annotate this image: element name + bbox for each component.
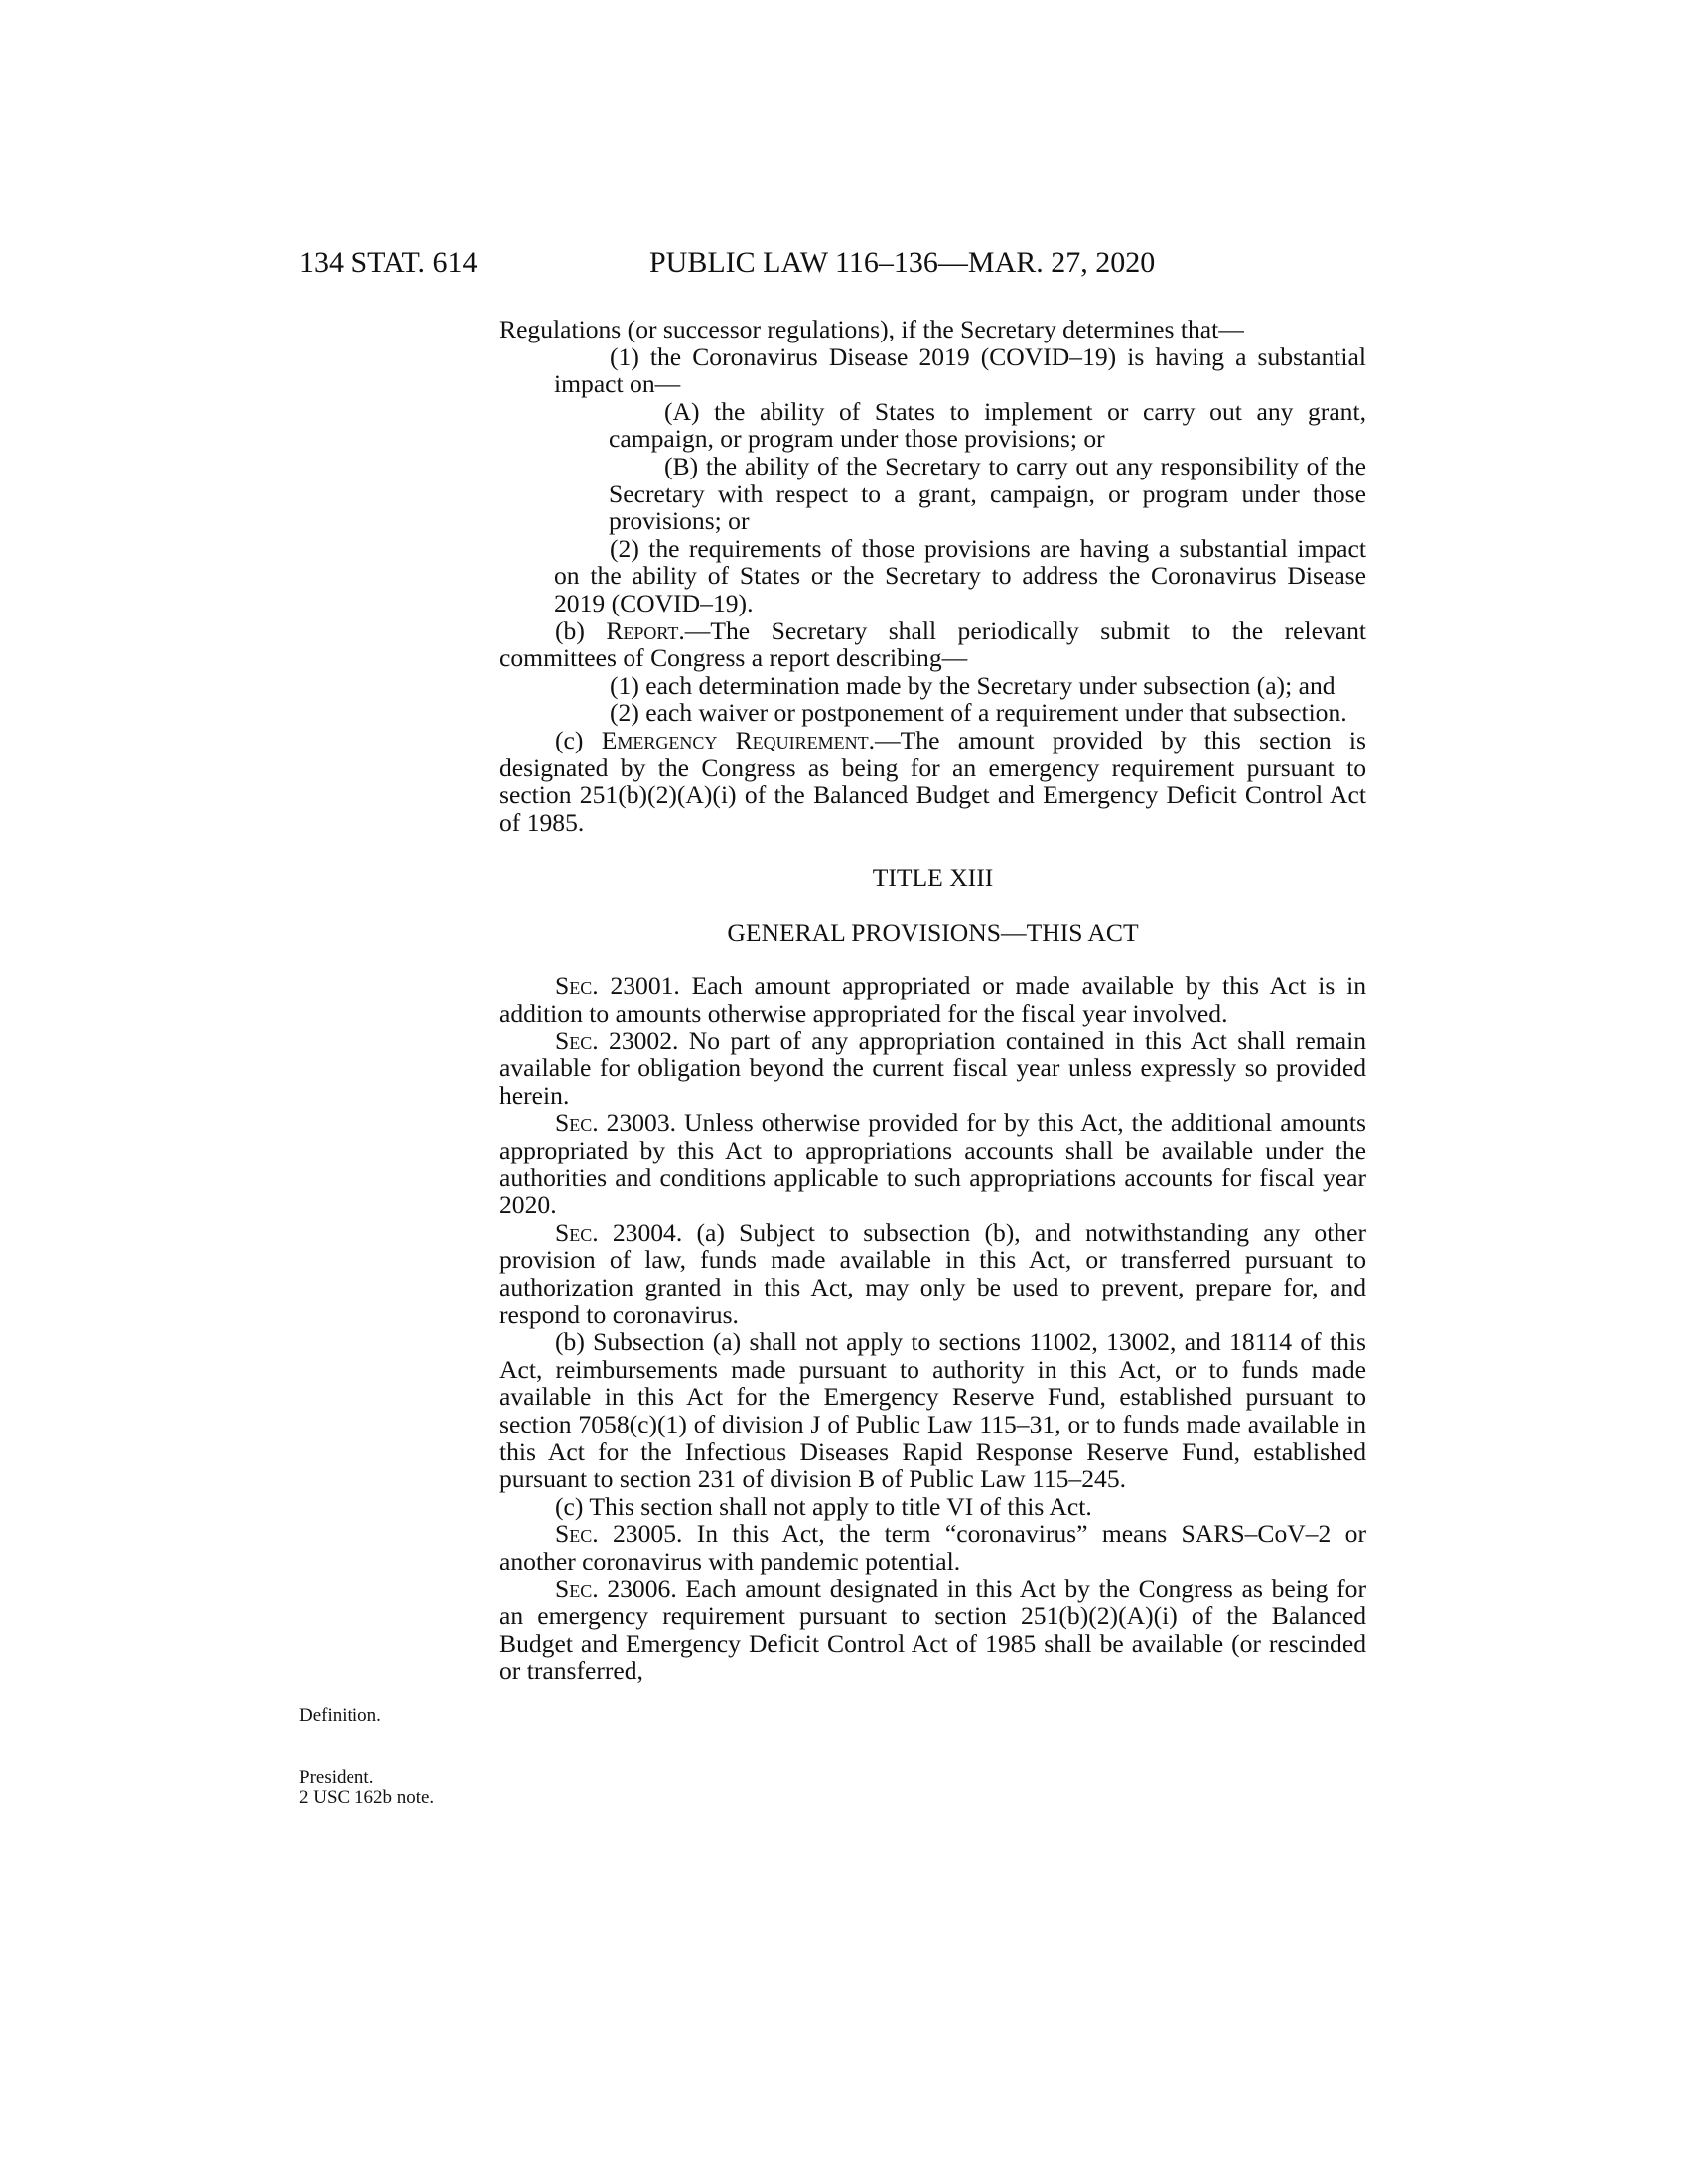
stat-reference: 134 STAT. 614 xyxy=(299,246,478,279)
subsection-report xyxy=(499,617,1366,672)
subsection-heading-report: Report xyxy=(606,615,679,645)
section-23005 xyxy=(499,1520,1366,1574)
subsection-text: .—The Secretary shall periodically submit to the relevant committees of Congress a report describing— xyxy=(499,615,1367,673)
title-heading: TITLE XIII xyxy=(872,863,994,892)
section-23006 xyxy=(499,1575,1366,1685)
section-text: . 23005. In this Act, the term “coronavirus” means SARS–CoV–2 or another coronavirus with pandemic potential. xyxy=(499,1519,1366,1575)
section-label: Sec xyxy=(555,971,593,1001)
title-subheading: GENERAL PROVISIONS—THIS ACT xyxy=(727,917,1139,947)
subsection-label: (b) xyxy=(555,615,607,645)
paragraph-item-a: (A) the ability of States to implement or carry out any grant, campaign, or program under those provisions; or xyxy=(609,396,1366,454)
section-text: . 23002. No part of any appropriation contained in this Act shall remain available for obligation beyond the current fiscal year unless expressly so provided herein. xyxy=(499,1025,1366,1110)
section-label: Sec xyxy=(555,1108,593,1138)
subsection-heading-emergency: Emergency Requirement xyxy=(601,725,869,754)
margin-note-president: President. xyxy=(299,1767,374,1788)
subsection-label: (c) xyxy=(555,725,602,754)
section-23004-b: (b) Subsection (a) shall not apply to sections 11002, 13002, and 18114 of this Act, reimbursements made pursuant to authority in this Act, or to funds made available in this Act for the Emergency Reserve Fund, established pursuant to section 7058(c)(1) of division J of Public Law 115–31, or to funds made available in this Act for the Infectious Diseases Rapid Response Reserve Fund, established pursuant to section 231 of division B of Public Law 115–245. xyxy=(499,1327,1366,1494)
section-23001 xyxy=(499,972,1366,1026)
section-label: Sec xyxy=(555,1025,593,1055)
section-text: . 23006. Each amount designated in this Act by the Congress as being for an emergency requirement pursuant to section 251(b)(2)(A)(i) of the Balanced Budget and Emergency Deficit Control Act of 1985 shall be available (or rescinded or transferred, xyxy=(499,1573,1366,1686)
section-23002 xyxy=(499,1027,1366,1110)
paragraph-item-1: (1) the Coronavirus Disease 2019 (COVID–19) is having a substantial impact on— xyxy=(554,341,1366,399)
report-item-1: (1) each determination made by the Secretary under subsection (a); and xyxy=(610,670,1336,700)
section-text: . 23003. Unless otherwise provided for by this Act, the additional amounts appropriated by this Act to appropriations accounts shall be available under the authorities and conditions applicable to such appropriations accounts for fiscal year 2020. xyxy=(499,1108,1366,1220)
section-23003 xyxy=(499,1109,1366,1218)
page-header-title: PUBLIC LAW 116–136—MAR. 27, 2020 xyxy=(649,246,1156,279)
section-text: . 23004. (a) Subject to subsection (b), and notwithstanding any other provision of law, funds made available in this Act, or transferred pursuant to authorization granted in this Act, may only be used to prevent, prepare for, and respond to coronavirus. xyxy=(499,1217,1366,1329)
section-label: Sec xyxy=(555,1217,593,1247)
body-text-column xyxy=(499,316,1366,1685)
section-text: . 23001. Each amount appropriated or made available by this Act is in addition to amounts otherwise appropriated for the fiscal year involved. xyxy=(499,971,1366,1028)
paragraph-item-b: (B) the ability of the Secretary to carry out any responsibility of the Secretary with respect to a grant, campaign, or program under those provisions; or xyxy=(609,451,1366,536)
report-item-2: (2) each waiver or postponement of a requirement under that subsection. xyxy=(610,698,1347,728)
paragraph-regulations: Regulations (or successor regulations), if the Secretary determines that— xyxy=(499,315,1244,343)
subsection-text: .—The amount provided by this section is designated by the Congress as being for an emergency requirement pursuant to section 251(b)(2)(A)(i) of the Balanced Budget and Emergency Deficit Control Act of 1985. xyxy=(499,725,1366,837)
section-label: Sec xyxy=(555,1573,593,1603)
paragraph-item-2: (2) the requirements of those provisions are having a substantial impact on the ability of States or the Secretary to address the Coronavirus Disease 2019 (COVID–19). xyxy=(554,533,1366,617)
subsection-emergency xyxy=(499,727,1366,836)
margin-note-usc: 2 USC 162b note. xyxy=(299,1787,435,1808)
section-label: Sec xyxy=(555,1519,593,1549)
section-23004-a xyxy=(499,1219,1366,1328)
margin-note-definition: Definition. xyxy=(299,1706,381,1726)
section-23004-c: (c) This section shall not apply to title VI of this Act. xyxy=(555,1491,1092,1521)
